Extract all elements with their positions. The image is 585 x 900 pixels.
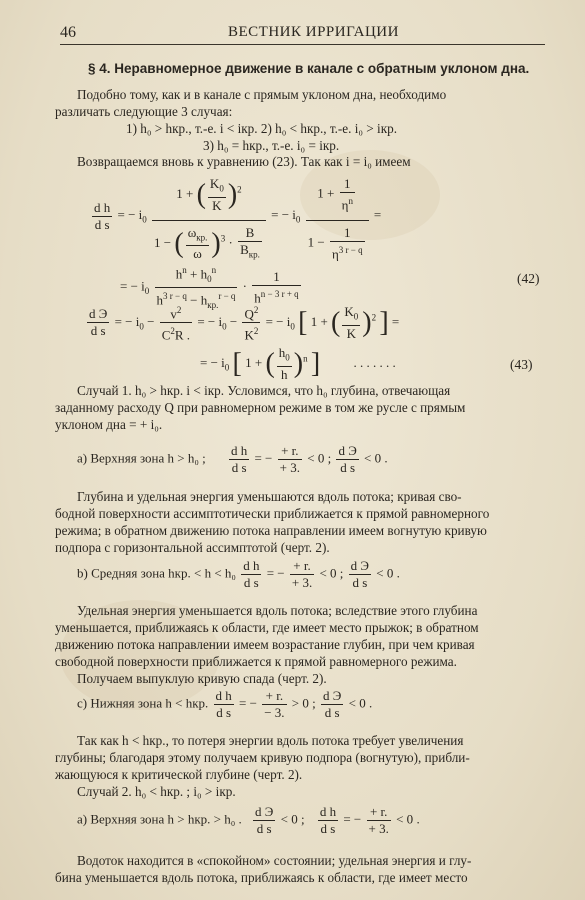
paragraph-line: Возвращаемся вновь к уравнению (23). Так как i = i₀ имеем	[77, 154, 411, 169]
paragraph-line: бодной поверхности ассимптотически приближается к прямой равномерного	[55, 506, 490, 521]
cases-line: 1) h₀ > hкр., т.-е. i < iкр. 2) h₀ < hкр., т.-е. i₀ > iкр.	[126, 121, 397, 136]
paragraph-line: свободной поверхности приближается к прямой равномерного режима.	[55, 654, 457, 669]
zone-a-condition: а) Верхняя зона h > h₀ ; $\frac{\text{d h}}{\text{d s}}$ = − $\frac{+ r.}{+ 3.}$ < 0 ; $\frac{\text{d Э}}{\text{d s}}$ < 0 .	[77, 443, 388, 475]
paragraph-line: движению потока направлении имеем возрастание глубин, при чем кривая	[55, 637, 475, 652]
section-title: § 4. Неравномерное движение в канале с обратным уклоном дна.	[88, 61, 530, 76]
paragraph-line: подпора с горизонтальной ассимптотой (черт. 2).	[55, 540, 330, 555]
header-rule	[60, 44, 545, 45]
paragraph-line: Удельная энергия уменьшается вдоль потока; вследствие этого глубина	[77, 603, 478, 618]
paragraph-line: заданному расходу Q при равномерном режиме в том же русле с прямым	[55, 400, 466, 415]
paragraph-line: бина уменьшается вдоль потока, приближаясь к области, где имеет место	[55, 870, 468, 885]
paragraph-line: уменьшается, приближаясь к области, где имеет место прыжок; в обратном	[55, 620, 479, 635]
zone-a2-condition: а) Верхняя зона h > hкр. > h₀ . $\frac{\text{d Э}}{\text{d s}}$ < 0 ; $\frac{\text{d h}}{\text{d s}}$ = − $\frac{+ r.}{+ 3.}$ < 0 .	[77, 804, 420, 836]
zone-c-condition: с) Нижняя зона h < hкр. $\frac{\text{d h}}{\text{d s}}$ = − $\frac{+ r.}{- 3.}$ > 0 ; $\frac{\text{d Э}}{\text{d s}}$ < 0 .	[77, 688, 373, 720]
paragraph-line: Подобно тому, как и в канале с прямым уклоном дна, необходимо	[77, 87, 447, 102]
paragraph-line: Случай 2. h₀ < hкр. ; i₀ > iкр.	[77, 784, 236, 799]
equation-dE-ds: $\frac{\text{d Э}}{\text{d s}}$ = − $i_0$ − $\frac{v^2}{C^2R .}$ = − $i_0$ − $\frac{Q^2}{K^2}$ = − $i_0$ [ 1 + ( $\frac{K_0}{K}$ )$^2$ ] =	[85, 302, 399, 344]
paragraph-line: Глубина и удельная энергия уменьшаются вдоль потока; кривая сво-	[77, 489, 462, 504]
paragraph-line: Так как h < hкр., то потеря энергии вдоль потока требует увеличения	[77, 733, 464, 748]
paragraph-line: режима; в обратном движению потока направлении имеем вогнутую кривую	[55, 523, 487, 538]
equation-43: = − $i_0$ [ 1 + ( $\frac{h_0}{h}$ )$^n$ ] . . . . . . .	[200, 345, 396, 382]
equation-dh-ds: $\frac{\text{d h}}{\text{d s}}$ = − $i_0$ 1 + ( $\frac{K_0}{K}$ )$^2$ 1 − ( $\frac{\omega_{кр.}}{\omega}$ )$^3$ · $\frac{B}{B_{кр.}}$ = − $i_0$ 1 + $\frac{1}{\eta^n}$ 1 − $\frac{1}{\eta^{3 r - q}}$ =	[90, 170, 381, 262]
paragraph-line: Случай 1. h₀ > hкр. i < iкр. Условимся, что h₀ глубина, отвечающая	[77, 383, 451, 398]
equation-number: (43)	[510, 357, 533, 372]
journal-title: ВЕСТНИК ИРРИГАЦИИ	[228, 24, 399, 40]
running-header	[60, 22, 545, 44]
page-number: 46	[60, 24, 76, 41]
paragraph-line: глубины; благодаря этому получаем кривую подпора (вогнутую), прибли-	[55, 750, 470, 765]
paragraph-line: Водоток находится в «спокойном» состоянии; удельная энергия и глу-	[77, 853, 472, 868]
paragraph-line: Получаем выпуклую кривую спада (черт. 2).	[77, 671, 327, 686]
paragraph-line: уклоном дна = + i₀.	[55, 417, 163, 432]
zone-b-condition: b) Средняя зона hкр. < h < h₀ $\frac{\text{d h}}{\text{d s}}$ = − $\frac{+ r.}{+ 3.}$ < 0 ; $\frac{\text{d Э}}{\text{d s}}$ < 0 .	[77, 558, 400, 590]
equation-42: = − $i_0$ $\frac{h^n + h_0^n}{h^{3 r - q} - h_{кр.}^{r - q}}$ · $\frac{1}{h^{n - 3 r + q}}$	[120, 262, 303, 313]
cases-line: 3) h₀ = hкр., т.-е. i₀ = iкр.	[203, 138, 340, 153]
dot-leader: . . . . . . .	[353, 354, 396, 370]
paragraph-line: различать следующие 3 случая:	[55, 104, 233, 119]
paragraph-line: жающуюся к критической глубине (черт. 2).	[55, 767, 303, 782]
equation-number: (42)	[517, 271, 540, 286]
